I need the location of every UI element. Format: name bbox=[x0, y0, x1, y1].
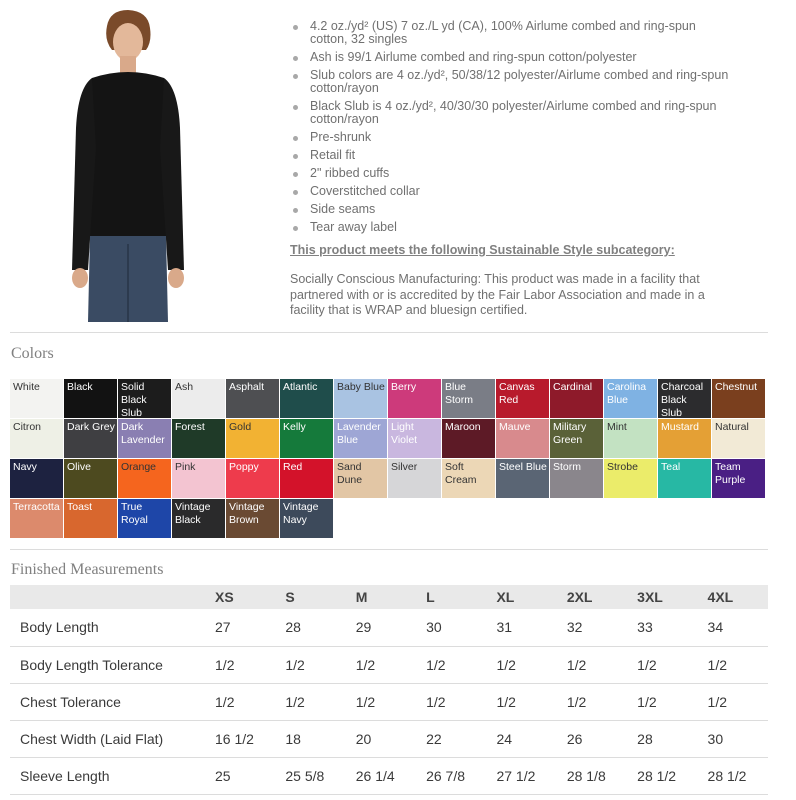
color-swatch-label: Pink bbox=[175, 461, 196, 473]
color-swatch[interactable] bbox=[64, 379, 118, 419]
size-header: XS bbox=[205, 585, 275, 609]
color-swatch[interactable] bbox=[388, 379, 442, 419]
measurement-value: 1/2 bbox=[698, 646, 768, 683]
measurement-value: 1/2 bbox=[627, 646, 697, 683]
color-swatch-label: Navy bbox=[13, 461, 37, 473]
color-swatch-label: Strobe bbox=[607, 461, 638, 473]
measurement-label: Sleeve Length bbox=[10, 757, 205, 794]
measurement-value: 20 bbox=[346, 720, 416, 757]
size-header: 3XL bbox=[627, 585, 697, 609]
color-swatch[interactable] bbox=[280, 499, 334, 539]
feature-item: Pre-shrunk bbox=[290, 131, 730, 144]
color-swatch[interactable] bbox=[226, 379, 280, 419]
size-header: M bbox=[346, 585, 416, 609]
measurement-value: 32 bbox=[557, 609, 627, 646]
measurement-value: 29 bbox=[346, 609, 416, 646]
table-row bbox=[10, 646, 768, 683]
color-swatch[interactable] bbox=[118, 459, 172, 499]
color-swatch[interactable] bbox=[118, 419, 172, 459]
color-swatch[interactable] bbox=[64, 499, 118, 539]
color-swatch[interactable] bbox=[10, 419, 64, 459]
size-header: 2XL bbox=[557, 585, 627, 609]
color-swatch[interactable] bbox=[64, 419, 118, 459]
color-swatch-label: Asphalt bbox=[229, 381, 265, 393]
measurement-value: 16 1/2 bbox=[205, 720, 275, 757]
measurement-value: 28 1/2 bbox=[698, 757, 768, 794]
color-swatch[interactable] bbox=[712, 459, 766, 499]
color-swatch[interactable] bbox=[442, 379, 496, 419]
measurement-value: 33 bbox=[627, 609, 697, 646]
color-swatch-label: Orange bbox=[121, 461, 157, 473]
color-swatch[interactable] bbox=[334, 379, 388, 419]
color-swatch[interactable] bbox=[226, 419, 280, 459]
size-header: 4XL bbox=[698, 585, 768, 609]
feature-item: 4.2 oz./yd² (US) 7 oz./L yd (CA), 100% Airlume combed and ring-spun cotton, 32 singles bbox=[290, 20, 730, 46]
color-swatch[interactable] bbox=[712, 419, 766, 459]
color-swatch-label: Military Green bbox=[553, 421, 587, 446]
color-swatch[interactable] bbox=[604, 459, 658, 499]
measurement-value: 27 1/2 bbox=[486, 757, 556, 794]
measurement-value: 1/2 bbox=[416, 646, 486, 683]
measurement-label: Body Length bbox=[10, 609, 205, 646]
color-swatch-label: Poppy bbox=[229, 461, 259, 473]
color-swatch[interactable] bbox=[658, 379, 712, 419]
measurement-value: 1/2 bbox=[557, 646, 627, 683]
color-swatch[interactable] bbox=[334, 419, 388, 459]
color-swatch-label: Natural bbox=[715, 421, 749, 433]
feature-item: Ash is 99/1 Airlume combed and ring-spun cotton/polyester bbox=[290, 51, 730, 64]
measurement-value: 30 bbox=[698, 720, 768, 757]
color-swatch-label: Terracotta bbox=[13, 501, 60, 513]
measurement-value: 24 bbox=[486, 720, 556, 757]
measurement-label: Body Length Tolerance bbox=[10, 646, 205, 683]
color-swatch-label: Baby Blue bbox=[337, 381, 385, 393]
color-swatch[interactable] bbox=[10, 499, 64, 539]
color-swatch[interactable] bbox=[10, 459, 64, 499]
measurement-value: 1/2 bbox=[486, 646, 556, 683]
color-swatch-label: Black bbox=[67, 381, 93, 393]
measurement-value: 1/2 bbox=[205, 646, 275, 683]
color-swatch[interactable] bbox=[658, 419, 712, 459]
color-swatch[interactable] bbox=[280, 419, 334, 459]
color-swatch-label: White bbox=[13, 381, 40, 393]
measurement-value: 1/2 bbox=[416, 683, 486, 720]
measurement-value: 25 5/8 bbox=[275, 757, 345, 794]
measurement-value: 26 1/4 bbox=[346, 757, 416, 794]
color-swatch-label: Chestnut bbox=[715, 381, 758, 393]
measurement-value: 1/2 bbox=[205, 683, 275, 720]
feature-item: Retail fit bbox=[290, 149, 730, 162]
color-swatch-label: Canvas Red bbox=[499, 381, 535, 406]
measurement-value: 28 1/8 bbox=[557, 757, 627, 794]
color-swatch[interactable] bbox=[172, 499, 226, 539]
size-header: XL bbox=[486, 585, 556, 609]
measurement-value: 31 bbox=[486, 609, 556, 646]
feature-panel bbox=[290, 20, 730, 319]
measurement-value: 28 bbox=[275, 609, 345, 646]
color-swatch-label: Mauve bbox=[499, 421, 531, 433]
color-swatch[interactable] bbox=[118, 379, 172, 419]
color-swatch[interactable] bbox=[172, 459, 226, 499]
measurement-value: 22 bbox=[416, 720, 486, 757]
measurements-table bbox=[10, 585, 768, 795]
color-swatch-label: Lavender Blue bbox=[337, 421, 381, 446]
color-swatch-label: Berry bbox=[391, 381, 417, 393]
color-swatch[interactable] bbox=[172, 419, 226, 459]
color-swatch[interactable] bbox=[496, 459, 550, 499]
measurement-label: Chest Width (Laid Flat) bbox=[10, 720, 205, 757]
color-swatch-label: Citron bbox=[13, 421, 42, 433]
model-photo bbox=[62, 8, 192, 322]
color-swatch[interactable] bbox=[604, 419, 658, 459]
color-swatch-label: Blue Storm bbox=[445, 381, 474, 406]
color-swatch[interactable] bbox=[496, 419, 550, 459]
measurement-value: 1/2 bbox=[698, 683, 768, 720]
color-swatch-label: Carolina Blue bbox=[607, 381, 647, 406]
color-swatch[interactable] bbox=[226, 459, 280, 499]
feature-item: Slub colors are 4 oz./yd², 50/38/12 polyester/Airlume combed and ring-spun cotton/rayon bbox=[290, 69, 730, 95]
feature-item: Side seams bbox=[290, 203, 730, 216]
sustainable-style-description: Socially Conscious Manufacturing: This product was made in a facility that partnered with or is accredited by the Fair Labor Association and made in a facility that is WRAP and bluesign certified. bbox=[290, 272, 705, 317]
feature-item: Coverstitched collar bbox=[290, 185, 730, 198]
color-swatch[interactable] bbox=[712, 379, 766, 419]
measurement-value: 30 bbox=[416, 609, 486, 646]
color-swatch-label: True Royal bbox=[121, 501, 148, 526]
color-swatch-label: Light Violet bbox=[391, 421, 418, 446]
color-swatch[interactable] bbox=[550, 379, 604, 419]
colors-heading: Colors bbox=[11, 345, 54, 362]
color-swatch[interactable] bbox=[334, 459, 388, 499]
color-swatch[interactable] bbox=[118, 499, 172, 539]
color-swatch[interactable] bbox=[280, 459, 334, 499]
measurement-value: 1/2 bbox=[346, 646, 416, 683]
color-swatch[interactable] bbox=[658, 459, 712, 499]
color-swatch[interactable] bbox=[496, 379, 550, 419]
measurement-value: 1/2 bbox=[627, 683, 697, 720]
color-swatch-label: Vintage Brown bbox=[229, 501, 265, 526]
color-swatch[interactable] bbox=[442, 419, 496, 459]
color-swatch-label: Solid Black Slub bbox=[121, 381, 147, 419]
color-swatch[interactable] bbox=[64, 459, 118, 499]
measurement-value: 26 7/8 bbox=[416, 757, 486, 794]
header-blank bbox=[10, 585, 205, 609]
color-swatch-label: Soft Cream bbox=[445, 461, 477, 486]
table-row bbox=[10, 720, 768, 757]
table-row bbox=[10, 683, 768, 720]
table-row bbox=[10, 609, 768, 646]
divider bbox=[10, 332, 768, 333]
color-swatch-label: Silver bbox=[391, 461, 418, 473]
size-header: L bbox=[416, 585, 486, 609]
measurement-value: 26 bbox=[557, 720, 627, 757]
measurement-value: 27 bbox=[205, 609, 275, 646]
measurement-value: 34 bbox=[698, 609, 768, 646]
color-swatch-label: Red bbox=[283, 461, 303, 473]
color-swatch-label: Dark Grey bbox=[67, 421, 115, 433]
measurement-value: 1/2 bbox=[486, 683, 556, 720]
measurement-value: 25 bbox=[205, 757, 275, 794]
measurement-value: 1/2 bbox=[557, 683, 627, 720]
color-swatch[interactable] bbox=[550, 459, 604, 499]
measurements-heading: Finished Measurements bbox=[11, 561, 164, 578]
color-swatch-label: Forest bbox=[175, 421, 205, 433]
measurement-value: 18 bbox=[275, 720, 345, 757]
color-swatch-label: Toast bbox=[67, 501, 93, 513]
color-swatch-label: Sand Dune bbox=[337, 461, 363, 486]
color-swatch-label: Cardinal bbox=[553, 381, 593, 393]
sustainable-style-heading: This product meets the following Sustainable Style subcategory: bbox=[290, 243, 675, 257]
measurement-value: 1/2 bbox=[275, 646, 345, 683]
color-swatch-label: Mustard bbox=[661, 421, 699, 433]
color-swatch-label: Steel Blue bbox=[499, 461, 547, 473]
color-swatch-label: Olive bbox=[67, 461, 91, 473]
color-swatch[interactable] bbox=[10, 379, 64, 419]
feature-item: 2" ribbed cuffs bbox=[290, 167, 730, 180]
color-swatch-label: Gold bbox=[229, 421, 252, 433]
color-swatch-label: Vintage Navy bbox=[283, 501, 319, 526]
feature-item: Black Slub is 4 oz./yd², 40/30/30 polyester/Airlume combed and ring-spun cotton/rayon bbox=[290, 100, 730, 126]
color-swatch[interactable] bbox=[442, 459, 496, 499]
measurement-value: 28 bbox=[627, 720, 697, 757]
color-swatch-label: Charcoal Black Slub bbox=[661, 381, 704, 419]
color-swatch-grid bbox=[10, 379, 766, 539]
color-swatch-label: Vintage Black bbox=[175, 501, 211, 526]
color-swatch-label: Storm bbox=[553, 461, 582, 473]
color-swatch-label: Kelly bbox=[283, 421, 306, 433]
size-header: S bbox=[275, 585, 345, 609]
color-swatch[interactable] bbox=[388, 419, 442, 459]
color-swatch[interactable] bbox=[550, 419, 604, 459]
color-swatch[interactable] bbox=[604, 379, 658, 419]
size-header-row bbox=[10, 585, 768, 609]
color-swatch-label: Mint bbox=[607, 421, 627, 433]
color-swatch-label: Team Purple bbox=[715, 461, 746, 486]
table-row bbox=[10, 757, 768, 794]
measurement-value: 1/2 bbox=[346, 683, 416, 720]
feature-item: Tear away label bbox=[290, 221, 730, 234]
measurement-value: 1/2 bbox=[275, 683, 345, 720]
measurement-value: 28 1/2 bbox=[627, 757, 697, 794]
divider bbox=[10, 549, 768, 550]
color-swatch-label: Atlantic bbox=[283, 381, 318, 393]
color-swatch[interactable] bbox=[172, 379, 226, 419]
measurement-label: Chest Tolerance bbox=[10, 683, 205, 720]
color-swatch[interactable] bbox=[280, 379, 334, 419]
feature-list bbox=[290, 20, 730, 234]
color-swatch-label: Teal bbox=[661, 461, 681, 473]
color-swatch-label: Dark Lavender bbox=[121, 421, 165, 446]
color-swatch-label: Ash bbox=[175, 381, 194, 393]
color-swatch[interactable] bbox=[388, 459, 442, 499]
color-swatch[interactable] bbox=[226, 499, 280, 539]
color-swatch-label: Maroon bbox=[445, 421, 481, 433]
